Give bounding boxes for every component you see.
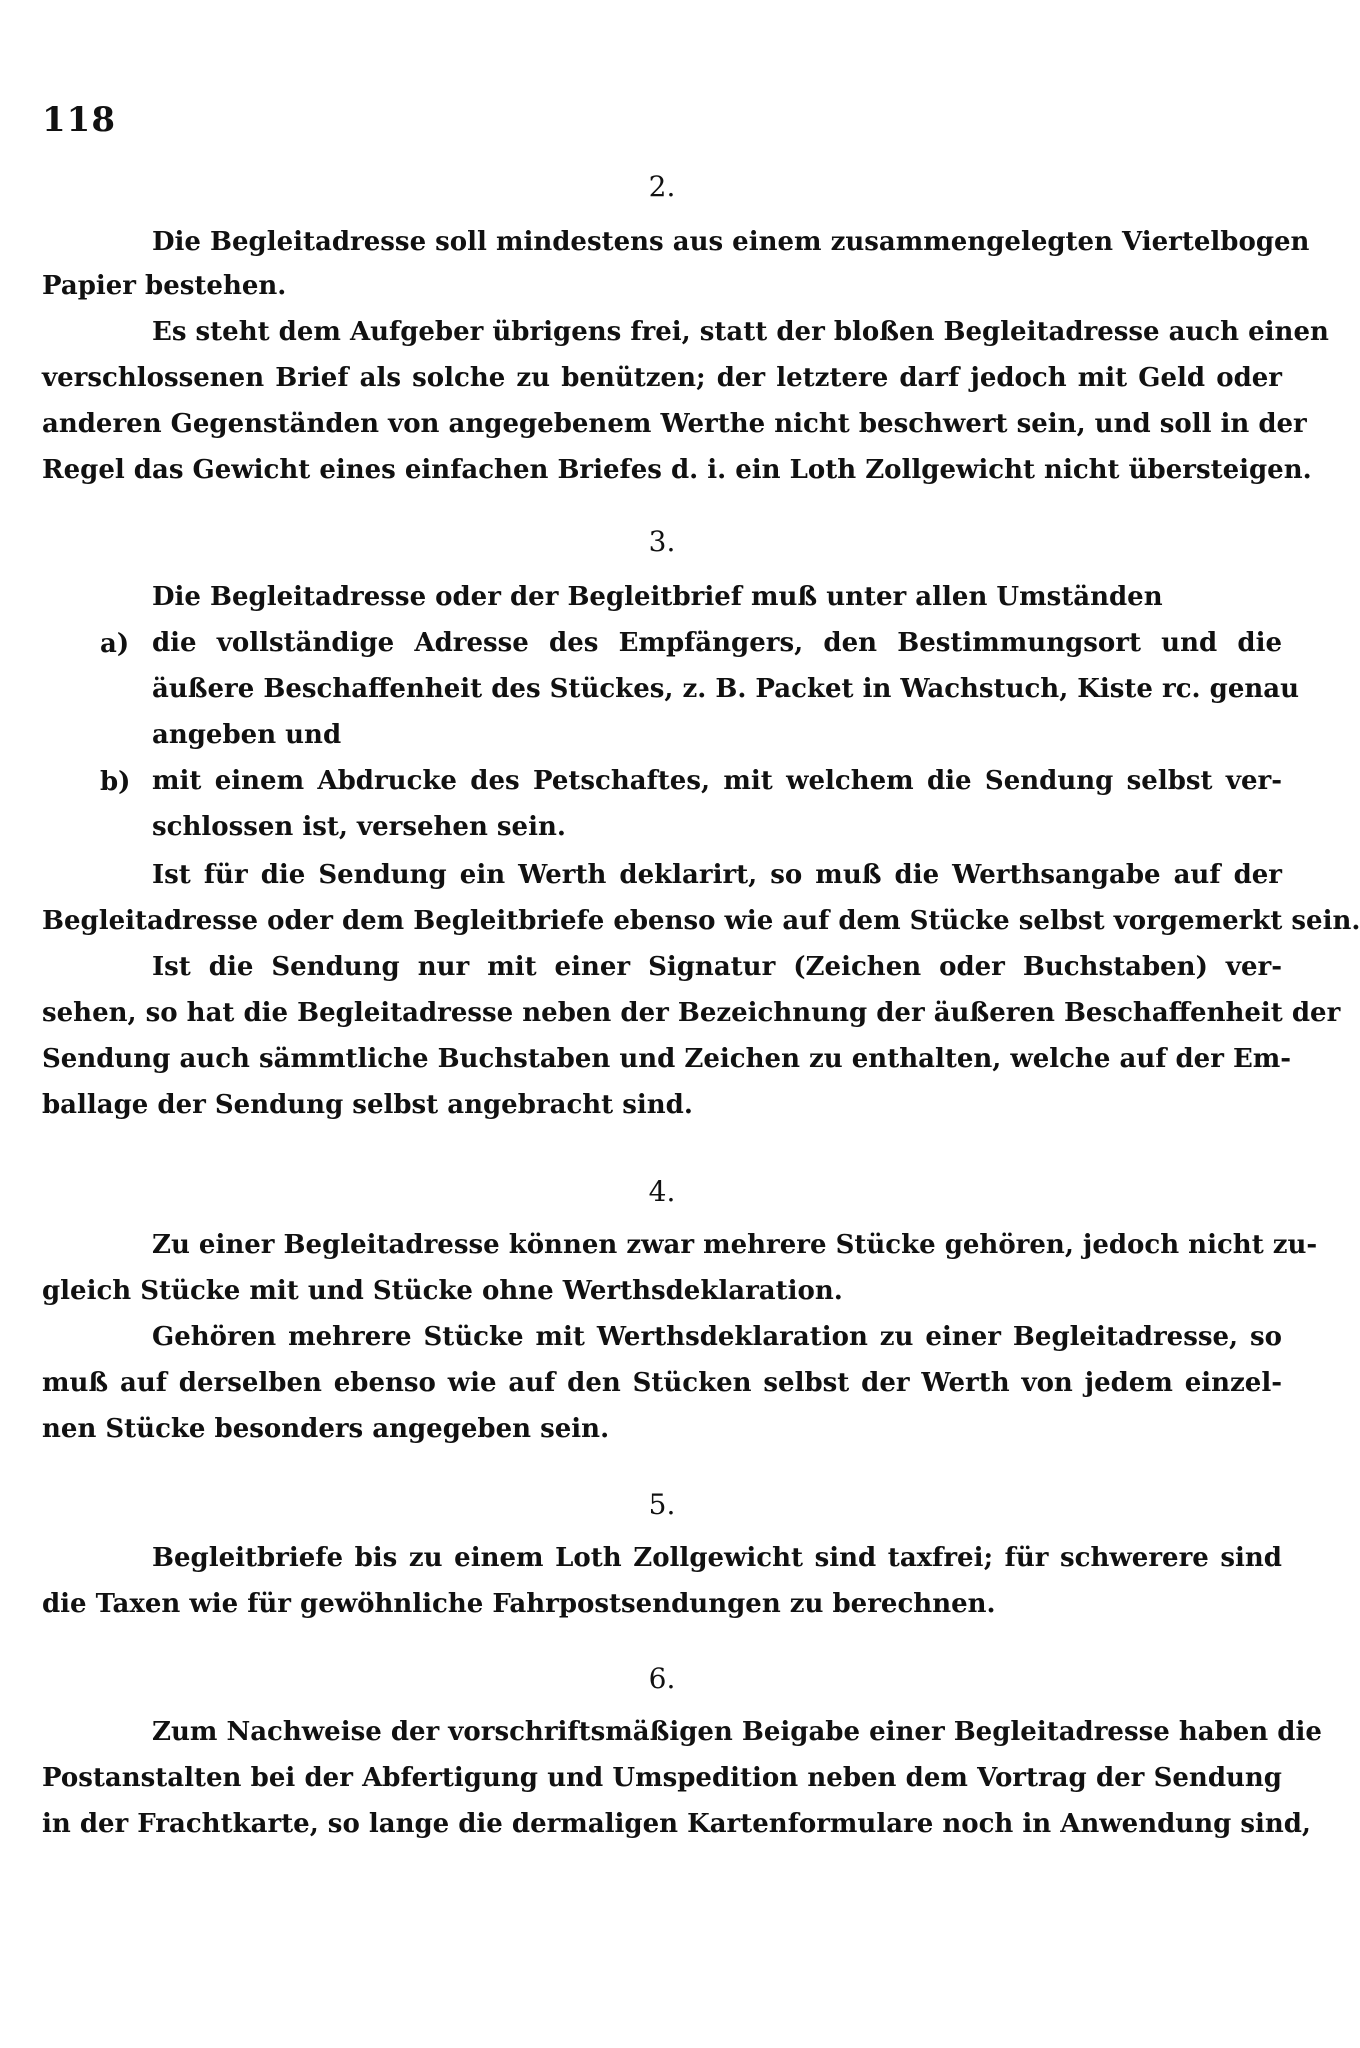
page-number: 118 bbox=[42, 100, 116, 140]
paragraph-line: Zum Nachweise der vorschriftsmäßigen Beigabe einer Begleitadresse haben die bbox=[152, 1717, 1322, 1747]
paragraph-line: Gehören mehrere Stücke mit Werthsdeklaration zu einer Begleitadresse, so bbox=[152, 1322, 1282, 1352]
paragraph-line: gleich Stücke mit und Stücke ohne Werthsdeklaration. bbox=[42, 1276, 843, 1306]
paragraph-line: Papier bestehen. bbox=[42, 271, 287, 301]
list-item-line: mit einem Abdrucke des Petschaftes, mit welchem die Sendung selbst ver- bbox=[152, 766, 1282, 796]
paragraph-line: Es steht dem Aufgeber übrigens frei, statt der bloßen Begleitadresse auch einen bbox=[152, 317, 1329, 347]
paragraph-line: nen Stücke besonders angegeben sein. bbox=[42, 1414, 610, 1444]
paragraph-line: sehen, so hat die Begleitadresse neben der Bezeichnung der äußeren Beschaffenheit der bbox=[42, 998, 1341, 1028]
paragraph-line: verschlossenen Brief als solche zu benützen; der letztere darf jedoch mit Geld oder bbox=[42, 363, 1282, 393]
paragraph-line: anderen Gegenständen von angegebenem Werthe nicht beschwert sein, und soll in der bbox=[42, 409, 1307, 439]
paragraph-line: Ist die Sendung nur mit einer Signatur (Zeichen oder Buchstaben) ver- bbox=[152, 952, 1282, 982]
paragraph-line: Regel das Gewicht eines einfachen Briefes d. i. ein Loth Zollgewicht nicht übersteigen. bbox=[42, 455, 1312, 485]
paragraph-line: ballage der Sendung selbst angebracht sind. bbox=[42, 1090, 693, 1120]
document-page bbox=[42, 0, 1360, 2048]
paragraph-line: in der Frachtkarte, so lange die dermaligen Kartenformulare noch in Anwendung sind, bbox=[42, 1809, 1311, 1839]
list-item-label-a: a) bbox=[100, 629, 130, 659]
list-item-line: äußere Beschaffenheit des Stückes, z. B. Packet in Wachstuch, Kiste rc. genau bbox=[152, 674, 1300, 704]
paragraph-line: Sendung auch sämmtliche Buchstaben und Zeichen zu enthalten, welche auf der Em- bbox=[42, 1044, 1292, 1074]
list-item-line: die vollständige Adresse des Empfängers, den Bestimmungsort und die bbox=[152, 628, 1282, 658]
list-item-label-b: b) bbox=[100, 767, 131, 797]
list-item-line: angeben und bbox=[152, 720, 342, 750]
list-item-line: schlossen ist, versehen sein. bbox=[152, 812, 566, 842]
section-number-4: 4. bbox=[648, 1175, 676, 1208]
paragraph-line: muß auf derselben ebenso wie auf den Stücken selbst der Werth von jedem einzel- bbox=[42, 1368, 1282, 1398]
paragraph-line: Begleitadresse oder dem Begleitbriefe ebenso wie auf dem Stücke selbst vorgemerkt sein. bbox=[42, 906, 1360, 936]
section-number-5: 5. bbox=[648, 1488, 676, 1521]
paragraph-line: Ist für die Sendung ein Werth deklarirt, so muß die Werthsangabe auf der bbox=[152, 860, 1282, 890]
paragraph-line: Begleitbriefe bis zu einem Loth Zollgewicht sind taxfrei; für schwerere sind bbox=[152, 1543, 1282, 1573]
paragraph-line: Die Begleitadresse oder der Begleitbrief muß unter allen Umständen bbox=[152, 582, 1163, 612]
section-number-2: 2. bbox=[648, 170, 676, 203]
section-number-3: 3. bbox=[648, 525, 676, 558]
paragraph-line: die Taxen wie für gewöhnliche Fahrpostsendungen zu berechnen. bbox=[42, 1589, 996, 1619]
paragraph-line: Postanstalten bei der Abfertigung und Umspedition neben dem Vortrag der Sendung bbox=[42, 1763, 1282, 1793]
paragraph-line: Die Begleitadresse soll mindestens aus einem zusammengelegten Viertelbogen bbox=[152, 227, 1310, 257]
section-number-6: 6. bbox=[648, 1662, 676, 1695]
paragraph-line: Zu einer Begleitadresse können zwar mehrere Stücke gehören, jedoch nicht zu- bbox=[152, 1230, 1318, 1260]
